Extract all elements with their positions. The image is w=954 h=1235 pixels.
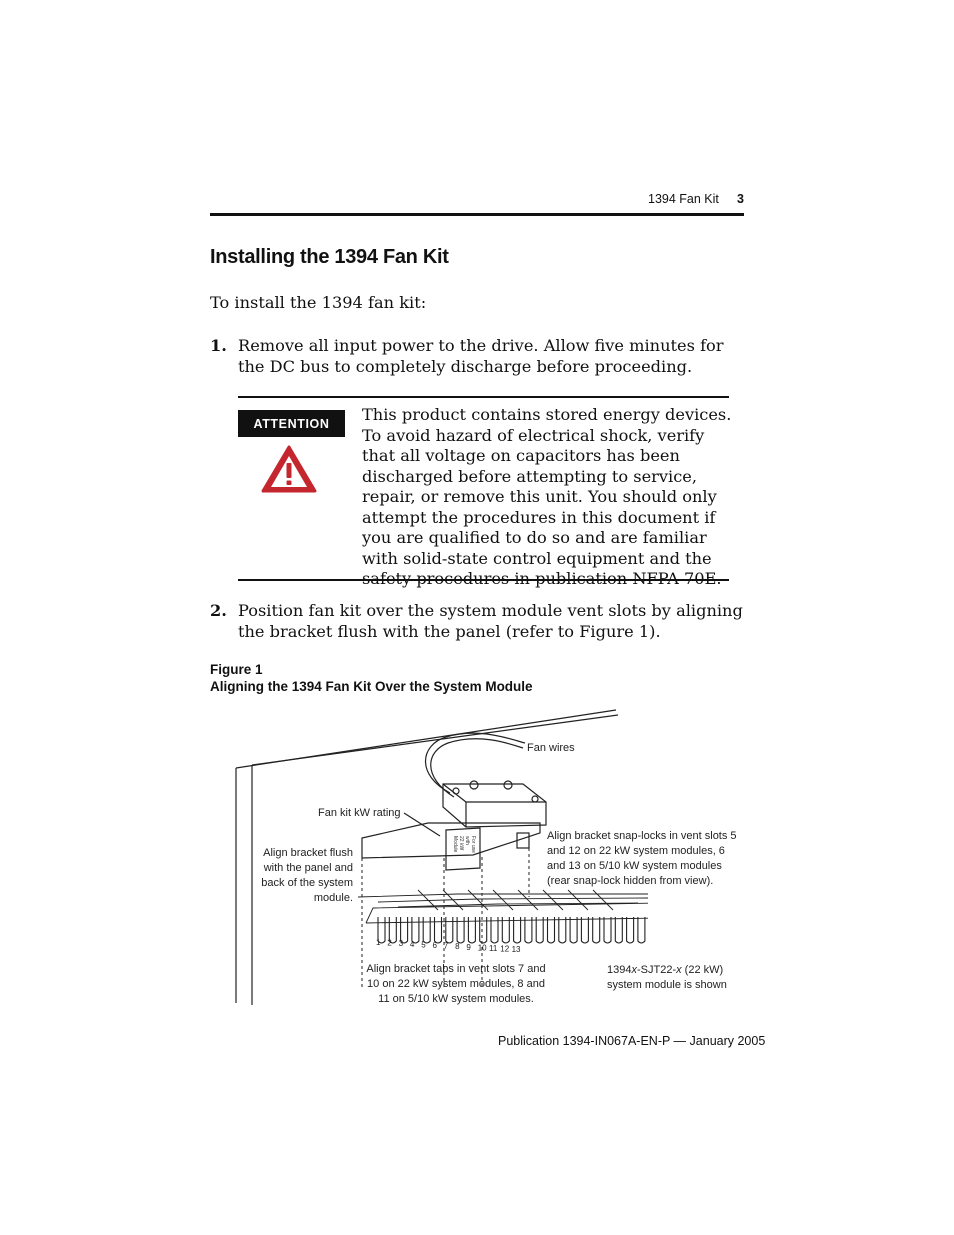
vent-slot — [570, 917, 577, 943]
attention-top-rule — [238, 396, 729, 398]
figure-caption: Aligning the 1394 Fan Kit Over the System Module — [210, 679, 533, 694]
vent-slot — [604, 917, 611, 943]
vent-slot — [548, 917, 555, 943]
vent-slot — [627, 917, 634, 943]
kit-label-line: For use — [470, 836, 476, 853]
model-suffix: (22 kW) — [681, 964, 724, 976]
callout-align-flush: Align bracket flush with the panel and back of the system module. — [261, 847, 353, 904]
attention-text: This product contains stored energy devices. To avoid hazard of electrical shock, verify that all voltage on capacitors has been discharged before attempting to service, repair, or remove this unit. You should only attempt the procedures in this document if you are qualified to do so and are familiar with solid-state control equipment and the — [362, 405, 732, 568]
vent-slot — [615, 917, 622, 943]
header-rule — [210, 213, 744, 216]
step-2-number: 2. — [210, 601, 227, 620]
vent-slot — [559, 917, 566, 943]
callout-fan-wires: Fan wires — [527, 742, 575, 754]
vent-slot — [536, 917, 543, 943]
slot-number: 6 — [432, 941, 437, 950]
slot-number: 5 — [421, 940, 426, 950]
slot-number: 12 — [500, 944, 510, 954]
slot-number: 10 — [477, 943, 487, 953]
callout-snap-locks: Align bracket snap-locks in vent slots 5 and 12 on 22 kW system modules, 6 and 13 on 5/10 kW system modules (rear snap-lock hidden from view). — [547, 830, 737, 887]
slot-number: 4 — [409, 939, 415, 949]
model-variant-2: x — [676, 964, 682, 976]
vent-slot — [423, 917, 430, 943]
slot-number: 11 — [489, 944, 498, 953]
callout-bracket-tabs: Align bracket tabs in vent slots 7 and 10 on 22 kW system modules, 8 and 11 on 5/10 kW system modules. — [366, 963, 546, 1005]
vent-slot — [593, 917, 600, 943]
warning-triangle-icon — [261, 444, 317, 498]
slot-number: 2 — [387, 938, 392, 948]
kit-label-line: Module — [452, 836, 458, 853]
model-mid: -SJT22- — [636, 964, 677, 976]
slot-number: 3 — [398, 939, 404, 949]
callout-model-shown — [607, 963, 747, 993]
vent-slot — [581, 917, 588, 943]
section-title: Installing the 1394 Fan Kit — [210, 246, 449, 268]
callout-kw-rating: Fan kit kW rating — [318, 807, 401, 819]
slot-number: 7 — [443, 941, 449, 951]
model-variant-1: x — [631, 964, 637, 976]
step-1-text: Remove all input power to the drive. Allow five minutes for the DC bus to completely discharge before proceeding. — [238, 336, 724, 376]
figure-number: Figure 1 — [210, 662, 263, 677]
slot-number: 9 — [466, 942, 471, 952]
vent-slot — [638, 917, 645, 943]
model-prefix: 1394 — [607, 964, 632, 976]
publication-footer: Publication 1394-IN067A-EN-P — January 2005 — [498, 1034, 766, 1048]
kit-label-line: 22 kW — [458, 836, 464, 851]
running-header-title: 1394 Fan Kit — [648, 192, 719, 206]
intro-text: To install the 1394 fan kit: — [210, 293, 427, 312]
model-line-2: system module is shown — [607, 979, 727, 991]
step-2-text: Position fan kit over the system module vent slots by aligning the bracket flush with the panel (refer to Figure 1). — [238, 601, 743, 641]
slot-number: 13 — [511, 945, 521, 955]
page-number: 3 — [737, 192, 744, 206]
vent-slot — [525, 917, 532, 943]
vent-slot — [446, 917, 453, 943]
kit-label-line: with — [464, 836, 470, 845]
slot-number: 8 — [455, 942, 460, 952]
vent-slot — [435, 917, 442, 943]
step-1-number: 1. — [210, 336, 227, 355]
attention-label: ATTENTION — [238, 410, 345, 437]
slot-number: 1 — [376, 938, 381, 947]
attention-bottom-rule — [238, 579, 729, 581]
